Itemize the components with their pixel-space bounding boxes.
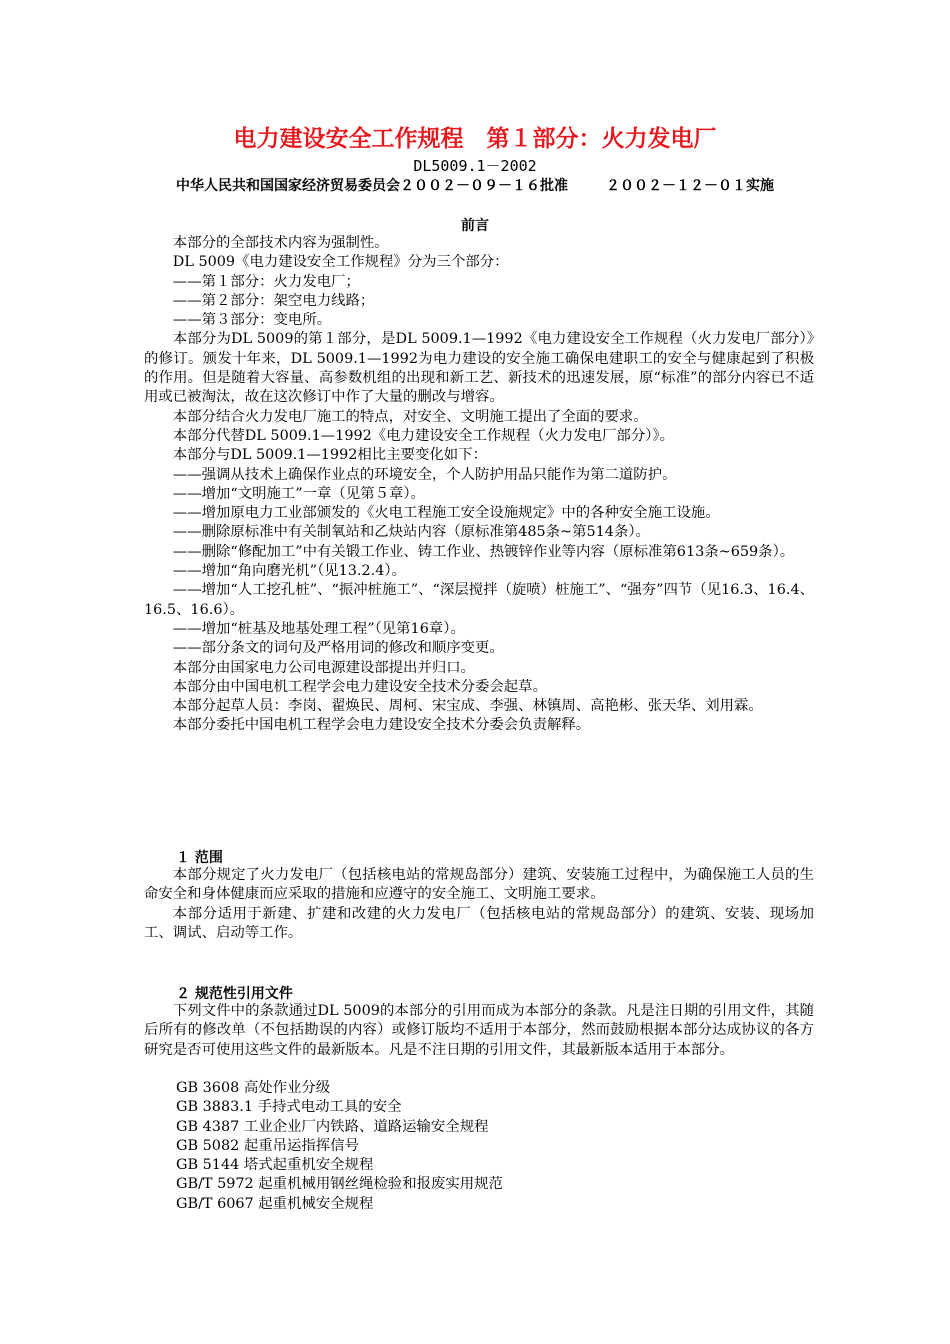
preface-paragraph: 本部分委托中国电机工程学会电力建设安全技术分委会负责解释。 — [172, 717, 591, 734]
reference-item: GB/T 6067 起重机械安全规程 — [176, 1195, 374, 1212]
preface-paragraph: ——第２部分：架空电力线路； — [172, 292, 375, 309]
section-2-paragraph: 下列文件中的条款通过DL 5009的本部分的引用而成为本部分的条款。凡是注日期的引用文件，其随后所有的修改单（不包括勘误的内容）或修订版均不适用于本部分，然而鼓励根据本部分达成协议的各方研究是否可使用这些文件的最新版本。凡是不注日期的引用文件，其最新版本适用于本部分。 — [144, 1003, 814, 1058]
reference-item: GB 5144 塔式起重机安全规程 — [176, 1157, 374, 1174]
approval-line — [0, 176, 950, 196]
section-2-heading: ２ 规范性引用文件 — [176, 986, 293, 1002]
preface-body — [144, 234, 814, 736]
approval-text: 中华人民共和国国家经济贸易委员会２００２－０９－１６批准 — [176, 178, 568, 194]
document-title: 电力建设安全工作规程 第１部分：火力发电厂 — [233, 126, 717, 152]
reference-list — [176, 1079, 816, 1214]
standard-code: DL5009.1－2002 — [413, 157, 537, 175]
preface-paragraph: ——增加“角向磨光机”（见13.2.4）。 — [172, 563, 406, 580]
section-2-intro — [144, 1002, 814, 1060]
section-1-body — [144, 866, 814, 943]
effective-date: ２００２－１２－０１实施 — [606, 178, 774, 194]
preface-paragraph: ——删除“修配加工”中有关锻工作业、铸工作业、热镀锌作业等内容（原标准第613条~659条）。 — [172, 543, 795, 560]
preface-paragraph: 本部分与DL 5009.1—1992相比主要变化如下： — [172, 447, 487, 464]
preface-paragraph: ——增加“人工挖孔桩”、“振冲桩施工”、“深层搅拌（旋喷）桩施工”、“强夯”四节（见16.3、16.4、16.5、16.6）。 — [144, 582, 814, 618]
preface-paragraph: 本部分由中国电机工程学会电力建设安全技术分委会起草。 — [172, 678, 547, 695]
preface-paragraph: ——强调从技术上确保作业点的环境安全，个人防护用品只能作为第二道防护。 — [172, 466, 677, 483]
preface-heading: 前言 — [461, 218, 489, 234]
section-1-heading: １ 范围 — [176, 850, 223, 866]
reference-item: GB 4387 工业企业厂内铁路、道路运输安全规程 — [176, 1118, 489, 1135]
preface-paragraph: 本部分起草人员：李岗、翟焕民、周柯、宋宝成、李强、林镇周、高艳彬、张天华、刘用霖。 — [172, 698, 763, 715]
preface-paragraph: ——删除原标准中有关制氧站和乙炔站内容（原标准第485条~第514条）。 — [172, 524, 650, 541]
preface-paragraph: 本部分代替DL 5009.1—1992《电力建设安全工作规程（火力发电厂部分）》。 — [172, 427, 674, 444]
preface-paragraph: ——增加“桩基及地基处理工程”（见第16章）。 — [172, 620, 465, 637]
section-1-paragraph: 本部分适用于新建、扩建和改建的火力发电厂（包括核电站的常规岛部分）的建筑、安装、现场加工、调试、启动等工作。 — [144, 905, 814, 941]
preface-paragraph: 本部分由国家电力公司电源建设部提出并归口。 — [172, 659, 476, 676]
preface-paragraph: ——增加“文明施工”一章（见第５章）。 — [172, 485, 425, 502]
reference-item: GB/T 5972 起重机械用钢丝绳检验和报废实用规范 — [176, 1176, 503, 1193]
preface-paragraph: 本部分的全部技术内容为强制性。 — [172, 235, 389, 251]
section-1-paragraph: 本部分规定了火力发电厂（包括核电站的常规岛部分）建筑、安装施工过程中，为确保施工人员的生命安全和身体健康而应采取的措施和应遵守的安全施工、文明施工要求。 — [144, 867, 814, 903]
reference-item: GB 3608 高处作业分级 — [176, 1080, 331, 1096]
preface-paragraph: ——增加原电力工业部颁发的《火电工程施工安全设施规定》中的各种安全施工设施。 — [172, 505, 720, 522]
preface-paragraph: ——第３部分：变电所。 — [172, 312, 332, 329]
preface-paragraph: ——部分条文的词句及严格用词的修改和顺序变更。 — [172, 640, 504, 657]
preface-paragraph: DL 5009《电力建设安全工作规程》分为三个部分： — [172, 254, 509, 271]
reference-item: GB 5082 起重吊运指挥信号 — [176, 1137, 359, 1154]
reference-item: GB 3883.1 手持式电动工具的安全 — [176, 1099, 402, 1116]
preface-paragraph: 本部分为DL 5009的第１部分，是DL 5009.1—1992《电力建设安全工作规程（火力发电厂部分）》的修订。颁发十年来，DL 5009.1—1992为电力建设的安全施工确保电建职工的安全与健康起到了积极的作用。但是随着大容量、高参数机组的出现和新工艺、新技术的迅速发展，原“标准”的部分内容已不适用或已被淘汰，故在这次修订中作了大量的删改与增容。 — [144, 331, 814, 406]
preface-paragraph: ——第１部分：火力发电厂； — [172, 273, 360, 290]
preface-paragraph: 本部分结合火力发电厂施工的特点，对安全、文明施工提出了全面的要求。 — [172, 408, 648, 425]
